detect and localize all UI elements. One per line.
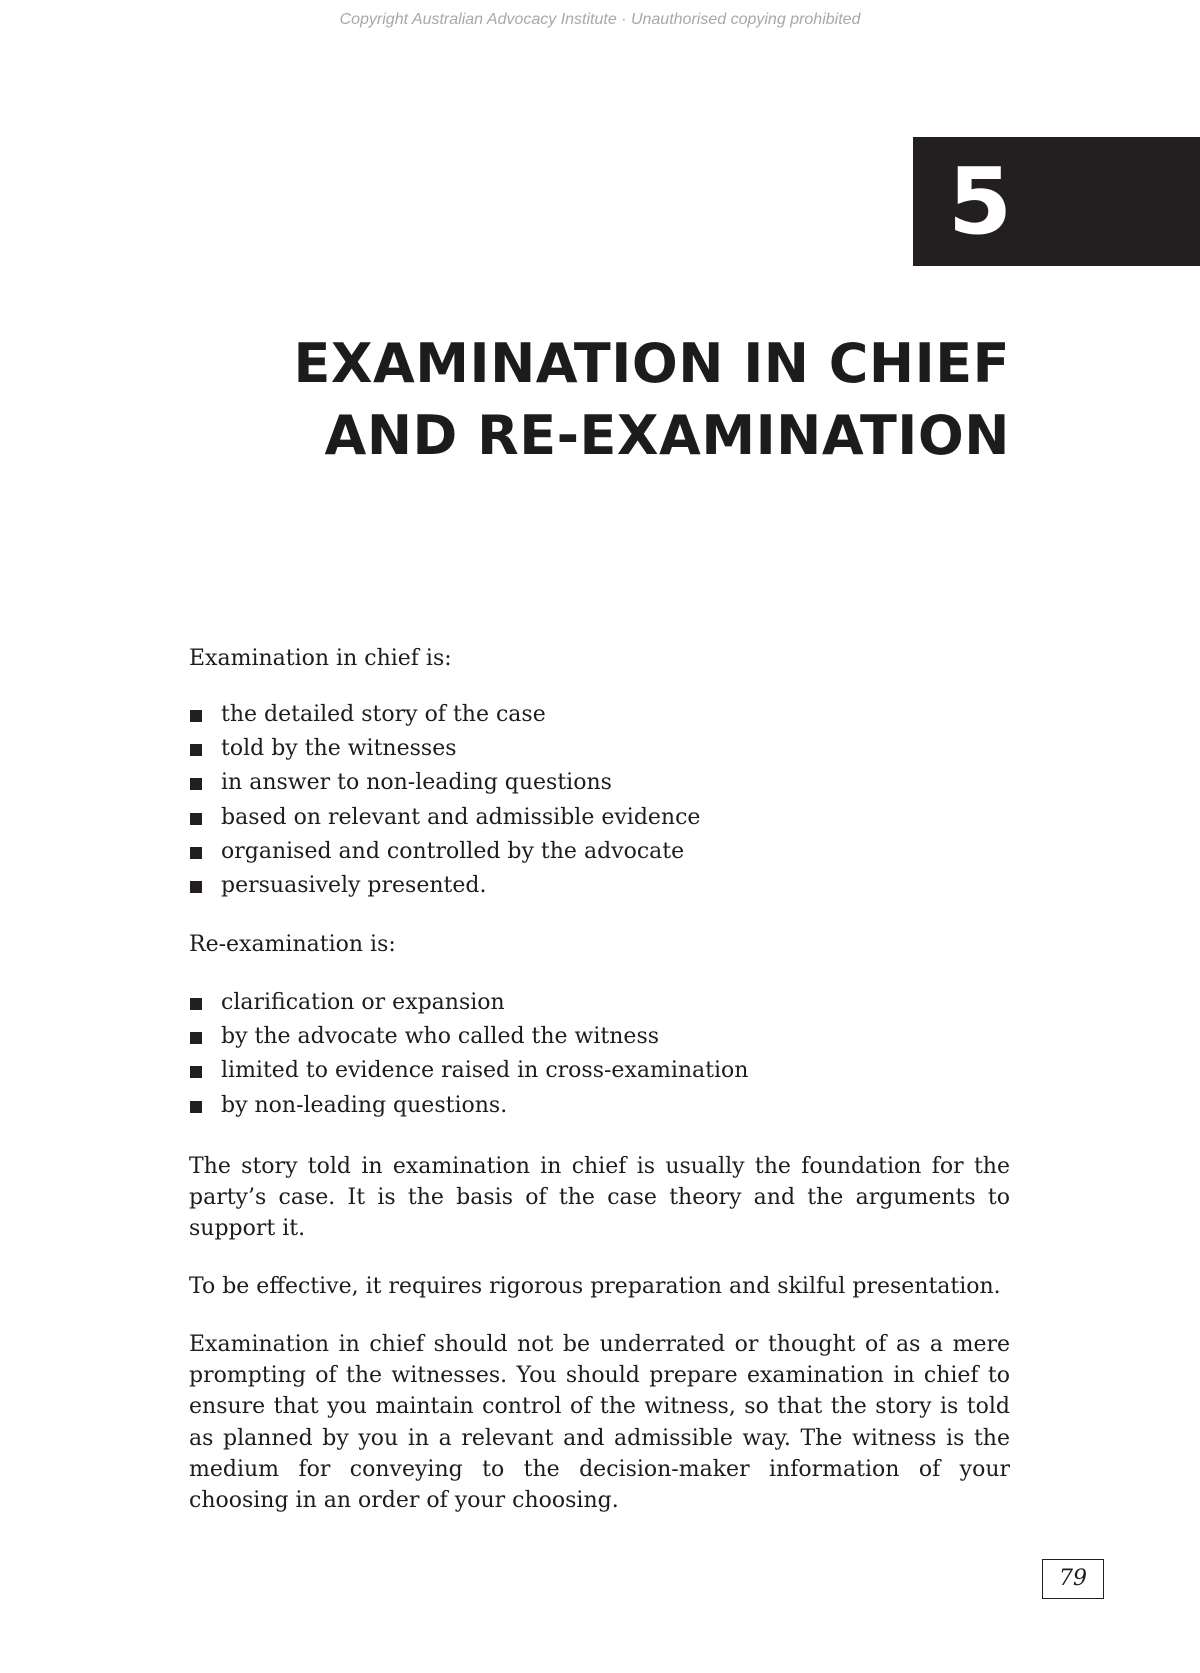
square-bullet-icon bbox=[190, 998, 202, 1010]
list-item bbox=[189, 698, 1010, 732]
exam-in-chief-intro: Examination in chief is: bbox=[189, 646, 452, 671]
list-item-text: by the advocate who called the witness bbox=[221, 1024, 660, 1050]
square-bullet-icon bbox=[190, 778, 202, 790]
list-item bbox=[189, 1054, 1010, 1088]
chapter-title bbox=[240, 328, 1010, 472]
re-examination-list-wrapper bbox=[189, 986, 1010, 1123]
page-number: 79 bbox=[1042, 1559, 1104, 1599]
paragraph-foundation: The story told in examination in chief is usually the foundation for the party’s case. It is the basis of the case theory and the arguments to support it. bbox=[189, 1154, 1010, 1242]
list-item-text: based on relevant and admissible evidence bbox=[221, 804, 701, 830]
list-item bbox=[189, 986, 1010, 1020]
list-item-text: clarification or expansion bbox=[221, 990, 505, 1015]
chapter-number-box bbox=[913, 137, 1200, 266]
list-item bbox=[189, 766, 1010, 800]
square-bullet-icon bbox=[190, 881, 202, 893]
square-bullet-icon bbox=[190, 710, 202, 722]
chapter-title-line-2: AND RE-EXAMINATION bbox=[324, 404, 1010, 467]
list-item-text: told by the witnesses bbox=[221, 736, 457, 762]
paragraph-preparation: To be effective, it requires rigorous preparation and skilful presentation. bbox=[189, 1274, 1001, 1299]
copyright-watermark: Copyright Australian Advocacy Institute · Unauthorised copying prohibited bbox=[339, 11, 861, 28]
list-item-text: persuasively presented. bbox=[221, 872, 487, 898]
list-item bbox=[189, 732, 1010, 766]
list-item-text: organised and controlled by the advocate bbox=[221, 838, 685, 864]
list-item-text: in answer to non-leading questions bbox=[221, 770, 612, 796]
chapter-title-line-1: EXAMINATION IN CHIEF bbox=[293, 332, 1010, 395]
list-item-text: the detailed story of the case bbox=[221, 702, 546, 727]
exam-in-chief-list bbox=[189, 698, 1010, 903]
list-item bbox=[189, 1089, 1010, 1123]
chapter-number: 5 bbox=[948, 148, 1013, 255]
square-bullet-icon bbox=[190, 847, 202, 859]
square-bullet-icon bbox=[190, 813, 202, 825]
square-bullet-icon bbox=[190, 1066, 202, 1078]
paragraph-underrated: Examination in chief should not be underrated or thought of as a mere prompting of the witnesses. You should prepare examination in chief to ensure that you maintain control of the witness, so that the story is told as planned by you in a relevant and admissible way. The witness is the medium for conveying to the decision-maker information of your choosing in an order of your choosing. bbox=[189, 1332, 1010, 1514]
square-bullet-icon bbox=[190, 744, 202, 756]
list-item-text: by non-leading questions. bbox=[221, 1092, 508, 1118]
list-item bbox=[189, 1020, 1010, 1054]
square-bullet-icon bbox=[190, 1032, 202, 1044]
square-bullet-icon bbox=[190, 1101, 202, 1113]
exam-in-chief-list-wrapper bbox=[189, 698, 1010, 903]
list-item bbox=[189, 801, 1010, 835]
list-item-text: limited to evidence raised in cross-examination bbox=[221, 1058, 749, 1084]
re-examination-intro: Re-examination is: bbox=[189, 932, 396, 957]
list-item bbox=[189, 869, 1010, 903]
list-item bbox=[189, 835, 1010, 869]
re-examination-list bbox=[189, 986, 1010, 1123]
